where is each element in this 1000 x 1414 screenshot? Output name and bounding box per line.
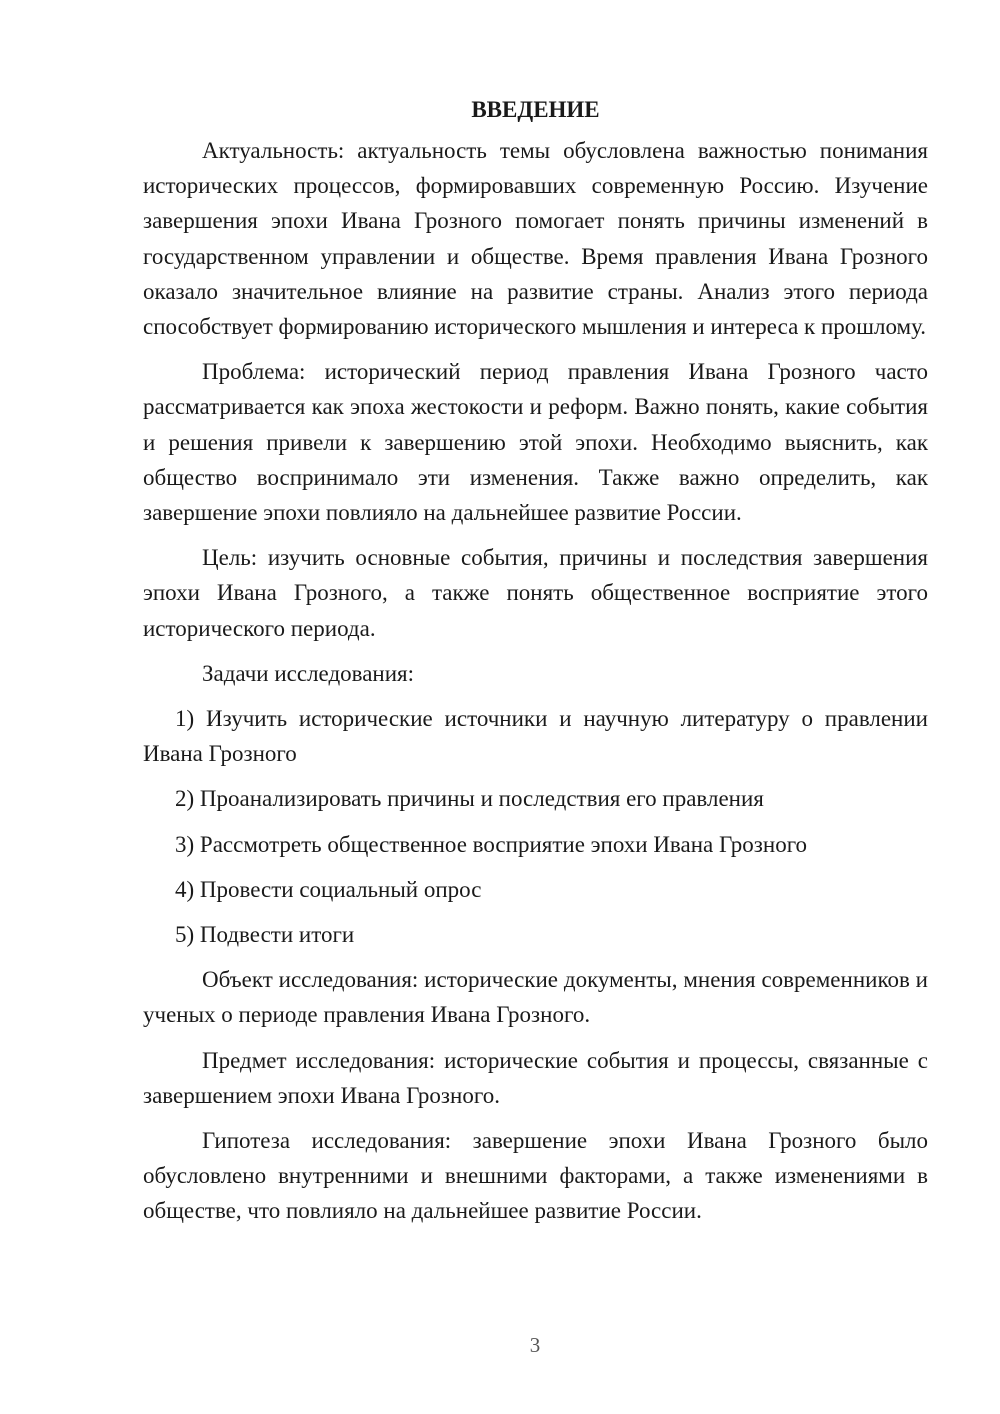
task-item: 4) Провести социальный опрос — [175, 876, 482, 902]
paragraph-hypothesis: Гипотеза исследования: завершение эпохи Ивана Грозного было обусловлено внутренними и внешними факторами, а также изменениями в обществе, что повлияло на дальнейшее развитие России. — [143, 1128, 928, 1224]
task-item: 3) Рассмотреть общественное восприятие эпохи Ивана Грозного — [175, 831, 808, 857]
task-item: 2) Проанализировать причины и последствия его правления — [175, 786, 764, 812]
task-item: 1) Изучить исторические источники и научную литературу о правлении Ивана Грозного — [143, 706, 928, 767]
document-page — [143, 92, 928, 1239]
page-number: 3 — [529, 1333, 541, 1357]
paragraph-problem: Проблема: исторический период правления Ивана Грозного часто рассматривается как эпоха жестокости и реформ. Важно понять, какие события и решения привели к завершению этой эпохи. Необходимо выяснить, как общество воспринимало эти изменения. Также важно определить, как завершение эпохи повлияло на дальнейшее развитие России. — [143, 359, 928, 526]
tasks-heading: Задачи исследования: — [202, 660, 415, 686]
paragraph-subject: Предмет исследования: исторические события и процессы, связанные с завершением эпохи Ивана Грозного. — [143, 1047, 928, 1108]
paragraph-relevance: Актуальность: актуальность темы обусловлена важностью понимания исторических процессов, формировавших современную Россию. Изучение завершения эпохи Ивана Грозного помогает понять причины изменений в государственном управлении и обществе. Время правления Ивана Грозного оказало значительное влияние на развитие страны. Анализ этого периода способствует формированию исторического мышления и интереса к прошлому. — [143, 138, 928, 340]
paragraph-goal: Цель: изучить основные события, причины и последствия завершения эпохи Ивана Грозного, а также понять общественное восприятие этого исторического периода. — [143, 545, 928, 641]
section-title: ВВЕДЕНИЕ — [471, 97, 600, 122]
paragraph-object: Объект исследования: исторические документы, мнения современников и ученых о периоде правления Ивана Грозного. — [143, 967, 928, 1028]
task-item: 5) Подвести итоги — [175, 922, 355, 948]
